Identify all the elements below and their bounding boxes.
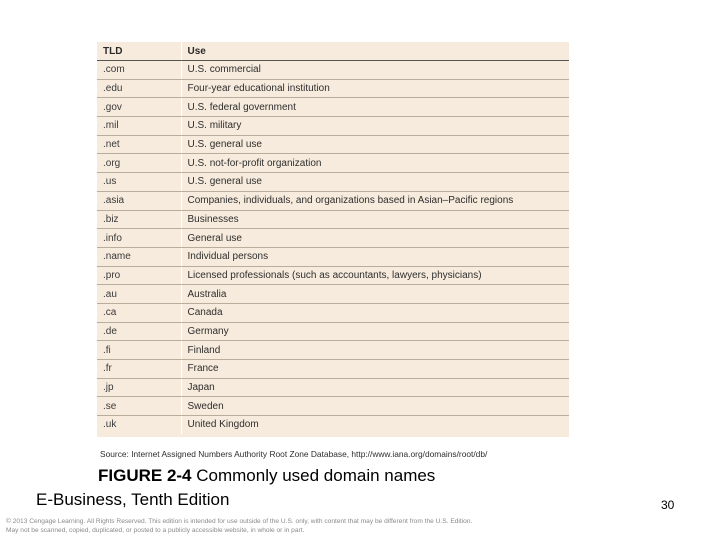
tld-cell: .ca (97, 303, 181, 322)
page-number: 30 (661, 498, 675, 512)
table-row (97, 61, 569, 80)
tld-cell: .us (97, 173, 181, 192)
table-row (97, 247, 569, 266)
table-row (97, 79, 569, 98)
tld-table (97, 42, 569, 434)
table-row (97, 210, 569, 229)
use-cell: U.S. general use (181, 173, 569, 192)
tld-cell: .mil (97, 117, 181, 136)
tld-cell: .edu (97, 79, 181, 98)
use-cell: Sweden (181, 397, 569, 416)
tld-cell: .de (97, 322, 181, 341)
use-cell: Canada (181, 303, 569, 322)
tld-cell: .au (97, 285, 181, 304)
table-row (97, 117, 569, 136)
use-cell: Germany (181, 322, 569, 341)
table-row (97, 229, 569, 248)
figure-caption-text: Commonly used domain names (191, 466, 436, 485)
table-row (97, 135, 569, 154)
use-cell: U.S. not-for-profit organization (181, 154, 569, 173)
column-header-use: Use (181, 42, 569, 61)
tld-table-figure (97, 42, 569, 437)
tld-cell: .name (97, 247, 181, 266)
use-cell: General use (181, 229, 569, 248)
tld-cell: .pro (97, 266, 181, 285)
table-row (97, 154, 569, 173)
table-body (97, 61, 569, 434)
table-row (97, 322, 569, 341)
table-row (97, 360, 569, 379)
copyright-line-1: © 2013 Cengage Learning. All Rights Reserved. This edition is intended for use outside of the U.S. only, with content that may be different from the U.S. Edition. (6, 518, 473, 525)
table-row (97, 285, 569, 304)
figure-label: FIGURE 2-4 (98, 466, 192, 485)
table-row (97, 303, 569, 322)
tld-cell: .asia (97, 191, 181, 210)
tld-cell: .fi (97, 341, 181, 360)
use-cell: Four-year educational institution (181, 79, 569, 98)
tld-cell: .se (97, 397, 181, 416)
use-cell: Finland (181, 341, 569, 360)
tld-cell: .uk (103, 419, 117, 431)
source-note: Source: Internet Assigned Numbers Authority Root Zone Database, http://www.iana.org/domains/root/db/ (100, 449, 488, 459)
tld-cell: .com (97, 61, 181, 80)
use-cell: Australia (181, 285, 569, 304)
figure-caption (98, 466, 435, 486)
table-row (97, 378, 569, 397)
use-cell: Companies, individuals, and organizations based in Asian–Pacific regions (181, 191, 569, 210)
use-cell: U.S. general use (181, 135, 569, 154)
copyright-notice (6, 517, 472, 535)
use-cell: U.S. military (181, 117, 569, 136)
use-cell: Businesses (181, 210, 569, 229)
table-row (97, 173, 569, 192)
use-cell: U.S. federal government (181, 98, 569, 117)
table-row (97, 191, 569, 210)
tld-cell: .net (97, 135, 181, 154)
use-cell: Individual persons (181, 247, 569, 266)
tld-cell: .jp (97, 378, 181, 397)
table-row (97, 416, 569, 434)
tld-cell: .biz (97, 210, 181, 229)
tld-cell: .info (97, 229, 181, 248)
table-row (97, 266, 569, 285)
tld-cell: .org (97, 154, 181, 173)
book-title: E-Business, Tenth Edition (36, 490, 230, 509)
tld-cell: .fr (97, 360, 181, 379)
table-row (97, 341, 569, 360)
table-header-row (97, 42, 569, 61)
column-header-tld: TLD (97, 42, 181, 61)
use-cell: Licensed professionals (such as accountants, lawyers, physicians) (181, 266, 569, 285)
use-cell: United Kingdom (181, 416, 569, 434)
table-row (97, 98, 569, 117)
use-cell: Japan (181, 378, 569, 397)
table-row (97, 397, 569, 416)
copyright-line-2: May not be scanned, copied, duplicated, or posted to a publicly accessible website, in whole or in part. (6, 527, 305, 534)
tld-cell: .gov (97, 98, 181, 117)
use-cell: France (181, 360, 569, 379)
use-cell: U.S. commercial (181, 61, 569, 80)
